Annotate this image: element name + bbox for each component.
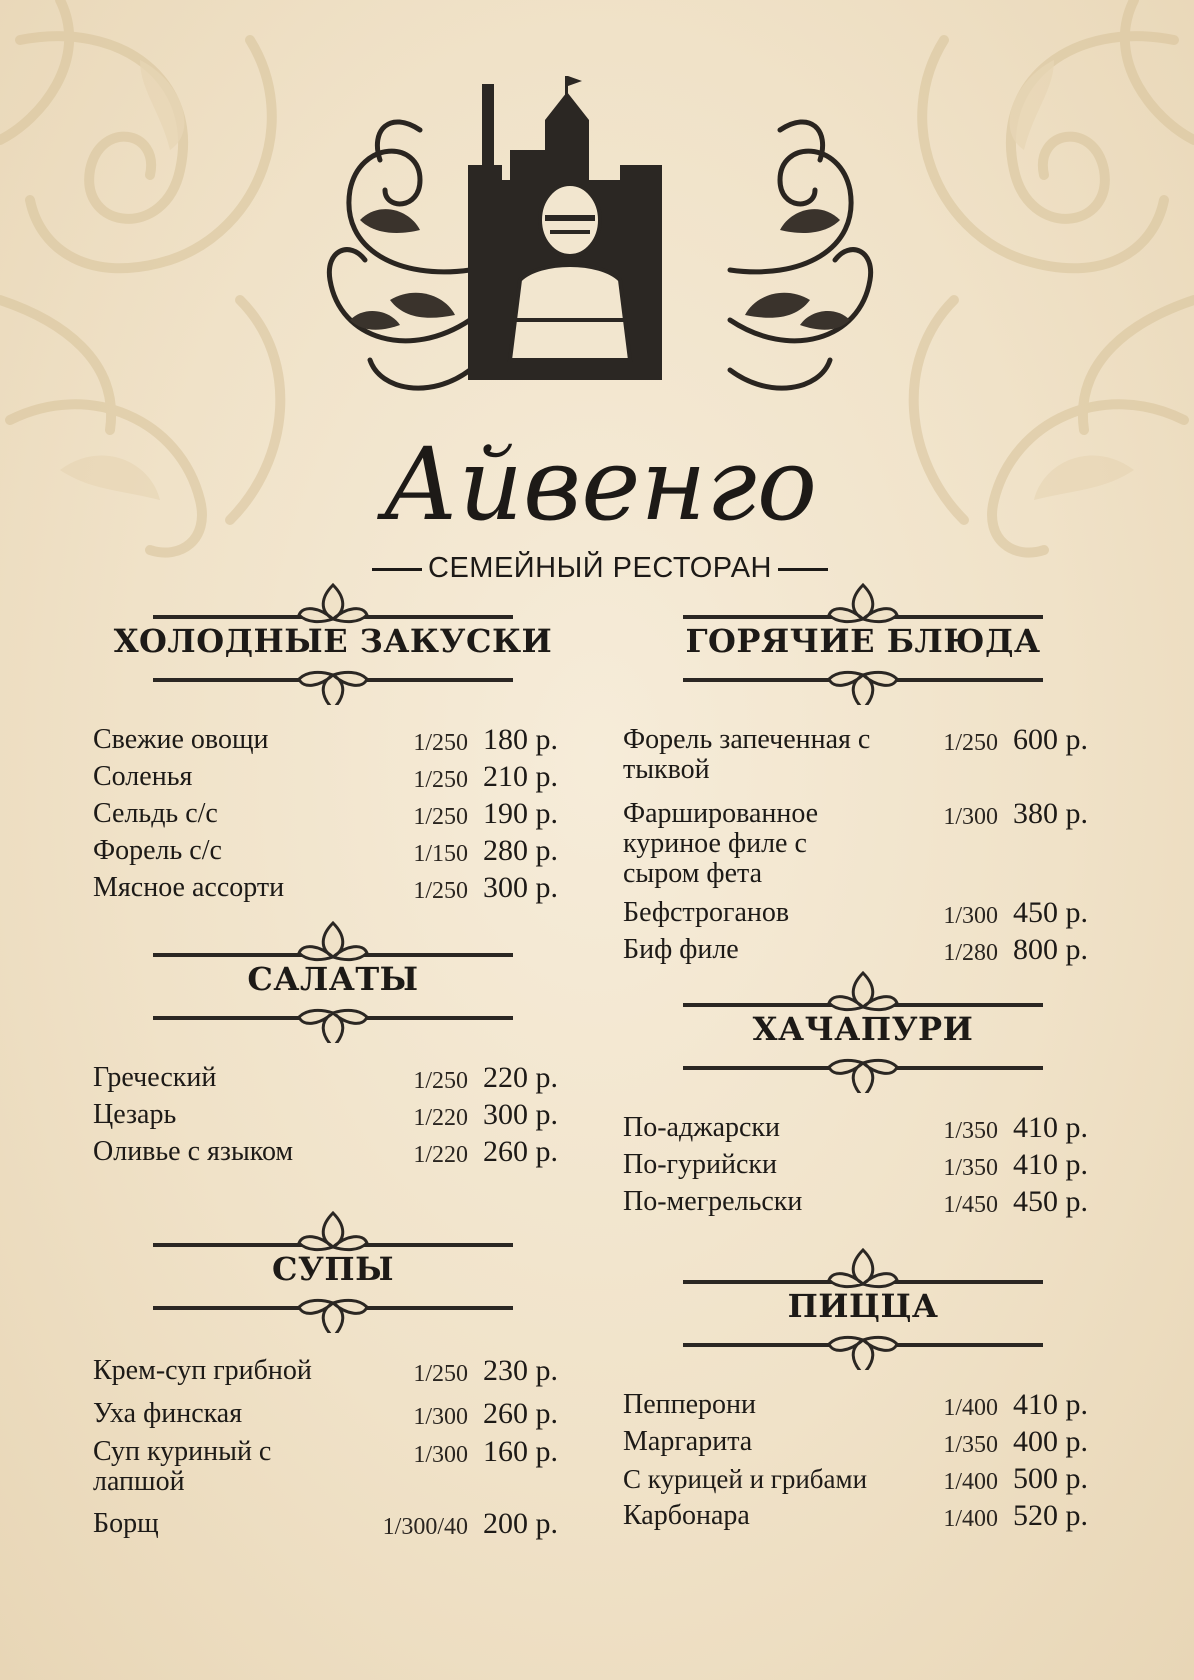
item-weight: 1/300 bbox=[413, 1404, 468, 1430]
item-name: Мясное ассорти bbox=[93, 872, 285, 903]
menu-item bbox=[93, 1100, 573, 1137]
item-price: 300 р. bbox=[483, 1098, 558, 1131]
item-name: По-гурийски bbox=[623, 1149, 778, 1180]
menu-item bbox=[93, 1399, 573, 1437]
menu-column-left bbox=[93, 575, 573, 910]
menu-item bbox=[93, 1356, 573, 1399]
menu-item bbox=[623, 1187, 1103, 1224]
item-weight: 1/280 bbox=[943, 940, 998, 966]
item-price: 200 р. bbox=[483, 1507, 558, 1540]
item-price: 260 р. bbox=[483, 1135, 558, 1168]
item-weight: 1/350 bbox=[943, 1118, 998, 1144]
knight-castle-emblem bbox=[320, 70, 880, 470]
section-header-soups bbox=[93, 1203, 573, 1333]
item-name: Форель запеченная с тыквой bbox=[623, 724, 871, 785]
item-weight: 1/250 bbox=[413, 1361, 468, 1387]
section-title: ХАЧАПУРИ bbox=[752, 1010, 974, 1048]
item-weight: 1/300 bbox=[943, 804, 998, 830]
item-price: 280 р. bbox=[483, 834, 558, 867]
subtitle-dash-left bbox=[372, 568, 422, 571]
menu-item bbox=[623, 725, 1103, 799]
item-price: 800 р. bbox=[1013, 933, 1088, 966]
item-price: 400 р. bbox=[1013, 1425, 1088, 1458]
item-name: С курицей и грибами bbox=[623, 1464, 868, 1494]
item-weight: 1/250 bbox=[943, 730, 998, 756]
menu-column-right-khachapuri bbox=[623, 963, 1103, 1224]
menu-item bbox=[623, 1150, 1103, 1187]
section-header-salads bbox=[93, 913, 573, 1043]
item-weight: 1/300 bbox=[943, 903, 998, 929]
item-name: Форель с/с bbox=[93, 835, 222, 866]
menu-item bbox=[93, 1063, 573, 1100]
item-weight: 1/350 bbox=[943, 1155, 998, 1181]
item-price: 410 р. bbox=[1013, 1111, 1088, 1144]
menu-column-left-soups bbox=[93, 1203, 573, 1546]
menu-item bbox=[623, 1501, 1103, 1538]
item-price: 600 р. bbox=[1013, 723, 1088, 756]
item-weight: 1/250 bbox=[413, 804, 468, 830]
item-weight: 1/250 bbox=[413, 878, 468, 904]
subtitle-dash-right bbox=[778, 568, 828, 571]
section-header-pizza bbox=[623, 1240, 1103, 1370]
item-name: Соленья bbox=[93, 761, 193, 792]
item-name: По-мегрельски bbox=[623, 1186, 803, 1217]
item-price: 520 р. bbox=[1013, 1499, 1088, 1532]
item-weight: 1/400 bbox=[943, 1506, 998, 1532]
left-scroll-ornament bbox=[329, 122, 470, 388]
item-price: 160 р. bbox=[483, 1435, 558, 1468]
menu-item bbox=[623, 799, 1103, 898]
item-name: Суп куриный с лапшой bbox=[93, 1436, 272, 1497]
restaurant-logo bbox=[320, 70, 880, 584]
menu-item bbox=[623, 1390, 1103, 1427]
item-name: Борщ bbox=[93, 1508, 159, 1539]
item-name: Крем-суп грибной bbox=[93, 1355, 312, 1386]
item-price: 300 р. bbox=[483, 871, 558, 904]
item-price: 450 р. bbox=[1013, 1185, 1088, 1218]
menu-item bbox=[93, 1437, 573, 1509]
section-header-hot-dishes bbox=[623, 575, 1103, 705]
item-price: 500 р. bbox=[1013, 1462, 1088, 1495]
item-price: 410 р. bbox=[1013, 1148, 1088, 1181]
right-scroll-ornament bbox=[730, 122, 871, 388]
item-weight: 1/300/40 bbox=[382, 1514, 468, 1540]
section-header-khachapuri bbox=[623, 963, 1103, 1093]
item-weight: 1/150 bbox=[413, 841, 468, 867]
section-title: ПИЦЦА bbox=[787, 1287, 939, 1325]
menu-item bbox=[623, 1427, 1103, 1464]
section-title: СУПЫ bbox=[271, 1250, 395, 1288]
menu-column-right bbox=[623, 575, 1103, 972]
item-weight: 1/220 bbox=[413, 1142, 468, 1168]
item-name: По-аджарски bbox=[623, 1112, 781, 1143]
item-name: Пепперони bbox=[623, 1389, 757, 1420]
item-weight: 1/450 bbox=[943, 1192, 998, 1218]
item-name: Уха финская bbox=[93, 1398, 243, 1429]
item-weight: 1/250 bbox=[413, 767, 468, 793]
subtitle-text: СЕМЕЙНЫЙ РЕСТОРАН bbox=[428, 552, 772, 584]
section-title: САЛАТЫ bbox=[247, 960, 419, 998]
item-name: Греческий bbox=[93, 1062, 217, 1093]
section-title: ХОЛОДНЫЕ ЗАКУСКИ bbox=[113, 622, 553, 660]
item-weight: 1/300 bbox=[413, 1442, 468, 1468]
background-ornament-left bbox=[0, 0, 330, 560]
item-weight: 1/250 bbox=[413, 1068, 468, 1094]
item-weight: 1/220 bbox=[413, 1105, 468, 1131]
item-price: 410 р. bbox=[1013, 1388, 1088, 1421]
item-weight: 1/350 bbox=[943, 1432, 998, 1458]
item-price: 380 р. bbox=[1013, 797, 1088, 830]
item-name: Бефстроганов bbox=[623, 897, 790, 928]
restaurant-name: Айвенго bbox=[382, 426, 818, 543]
item-weight: 1/400 bbox=[943, 1395, 998, 1421]
item-name: Карбонара bbox=[623, 1500, 750, 1531]
menu-item bbox=[623, 898, 1103, 935]
menu-item bbox=[93, 873, 573, 910]
item-price: 210 р. bbox=[483, 760, 558, 793]
menu-item bbox=[623, 1464, 1103, 1501]
menu-column-right-pizza bbox=[623, 1240, 1103, 1538]
menu-item bbox=[93, 725, 573, 762]
section-title: ГОРЯЧИЕ БЛЮДА bbox=[685, 622, 1041, 660]
item-name: Свежие овощи bbox=[93, 724, 269, 755]
item-name: Сельдь с/с bbox=[93, 798, 218, 829]
item-price: 260 р. bbox=[483, 1397, 558, 1430]
item-price: 230 р. bbox=[483, 1354, 558, 1387]
item-name: Маргарита bbox=[623, 1426, 753, 1457]
menu-item bbox=[93, 1509, 573, 1546]
item-weight: 1/250 bbox=[413, 730, 468, 756]
item-price: 190 р. bbox=[483, 797, 558, 830]
menu-item bbox=[93, 762, 573, 799]
menu-item bbox=[93, 799, 573, 836]
item-name: Оливье с языком bbox=[93, 1136, 294, 1167]
item-price: 180 р. bbox=[483, 723, 558, 756]
section-header-cold-appetizers bbox=[93, 575, 573, 705]
item-price: 220 р. bbox=[483, 1061, 558, 1094]
item-name: Фаршированное куриное филе с сыром фета bbox=[623, 798, 819, 889]
item-name: Биф филе bbox=[623, 934, 739, 965]
item-price: 450 р. bbox=[1013, 896, 1088, 929]
item-name: Цезарь bbox=[93, 1099, 177, 1130]
menu-item bbox=[623, 1113, 1103, 1150]
background-ornament-right bbox=[864, 0, 1194, 560]
item-weight: 1/400 bbox=[943, 1469, 998, 1495]
menu-item bbox=[93, 836, 573, 873]
menu-item bbox=[93, 1137, 573, 1174]
menu-column-left-salads bbox=[93, 913, 573, 1174]
